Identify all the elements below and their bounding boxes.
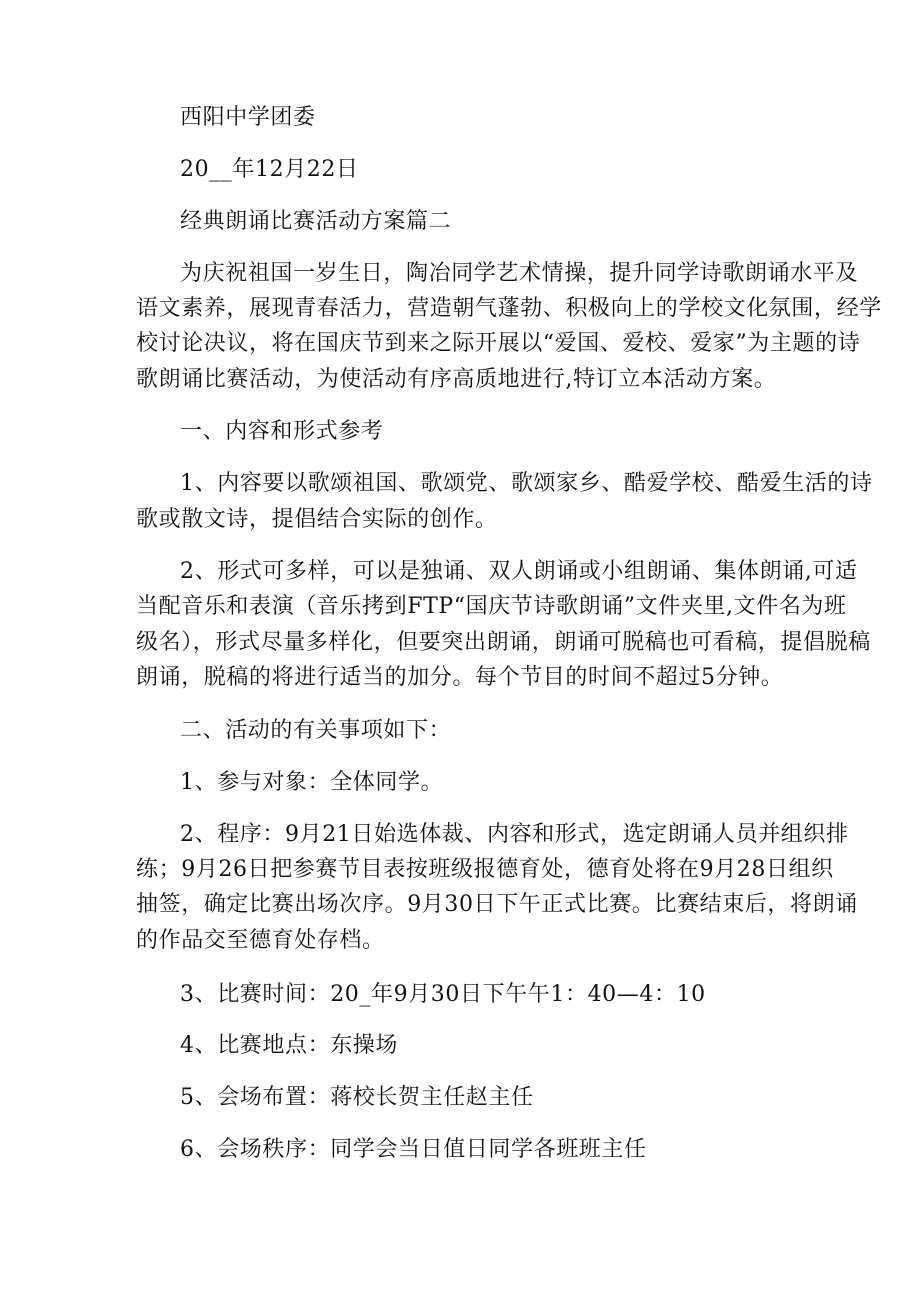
section-heading: 二、活动的有关事项如下：	[180, 718, 452, 743]
section-heading: 一、内容和形式参考	[180, 419, 384, 444]
paragraph-line: 级名），形式尽量多样化，但要突出朗诵，朗诵可脱稿也可看稿，提倡脱稿	[136, 630, 871, 655]
list-item: 3、比赛时间：20_年9月30日下午午1：40—4：10	[180, 982, 706, 1007]
paragraph-line: 练；9月26日把参赛节目表按班级报德育处，德育处将在9月28日组织	[136, 857, 834, 882]
organization-signature: 西阳中学团委	[180, 105, 316, 130]
paragraph-line: 1、内容要以歌颂祖国、歌颂党、歌颂家乡、酷爱学校、酷爱生活的诗	[180, 471, 873, 496]
list-item: 1、参与对象：全体同学。	[180, 770, 444, 795]
paragraph-line: 歌或散文诗，提倡结合实际的创作。	[136, 507, 498, 532]
signature-date: 20__年12月22日	[180, 157, 359, 182]
list-item: 4、比赛地点：东操场	[180, 1033, 398, 1058]
paragraph-line: 2、形式可多样，可以是独诵、双人朗诵或小组朗诵、集体朗诵,可适	[180, 559, 858, 584]
list-item: 5、会场布置：蒋校长贺主任赵主任	[180, 1085, 534, 1110]
document-title: 经典朗诵比赛活动方案篇二	[180, 209, 452, 234]
paragraph-line: 当配音乐和表演（音乐拷到FTP“国庆节诗歌朗诵”文件夹里,文件名为班	[136, 594, 847, 619]
paragraph-line: 为庆祝祖国一岁生日，陶冶同学艺术情操，提升同学诗歌朗诵水平及	[180, 261, 859, 286]
list-item: 6、会场秩序：同学会当日值日同学各班班主任	[180, 1137, 647, 1162]
paragraph-line: 2、程序：9月21日始选体裁、内容和形式，选定朗诵人员并组织排	[180, 822, 849, 847]
paragraph-line: 语文素养，展现青春活力，营造朝气蓬勃、积极向上的学校文化氛围，经学	[136, 296, 882, 321]
paragraph-line: 校讨论决议，将在国庆节到来之际开展以“爱国、爱校、爱家”为主题的诗	[136, 331, 861, 356]
paragraph-line: 歌朗诵比赛活动，为使活动有序高质地进行,特订立本活动方案。	[136, 367, 777, 392]
paragraph-line: 的作品交至德育处存档。	[136, 928, 385, 953]
paragraph-line: 朗诵，脱稿的将进行适当的加分。每个节目的时间不超过5分钟。	[136, 665, 784, 690]
paragraph-line: 抽签，确定比赛出场次序。9月30日下午正式比赛。比赛结束后，将朗诵	[136, 892, 858, 917]
